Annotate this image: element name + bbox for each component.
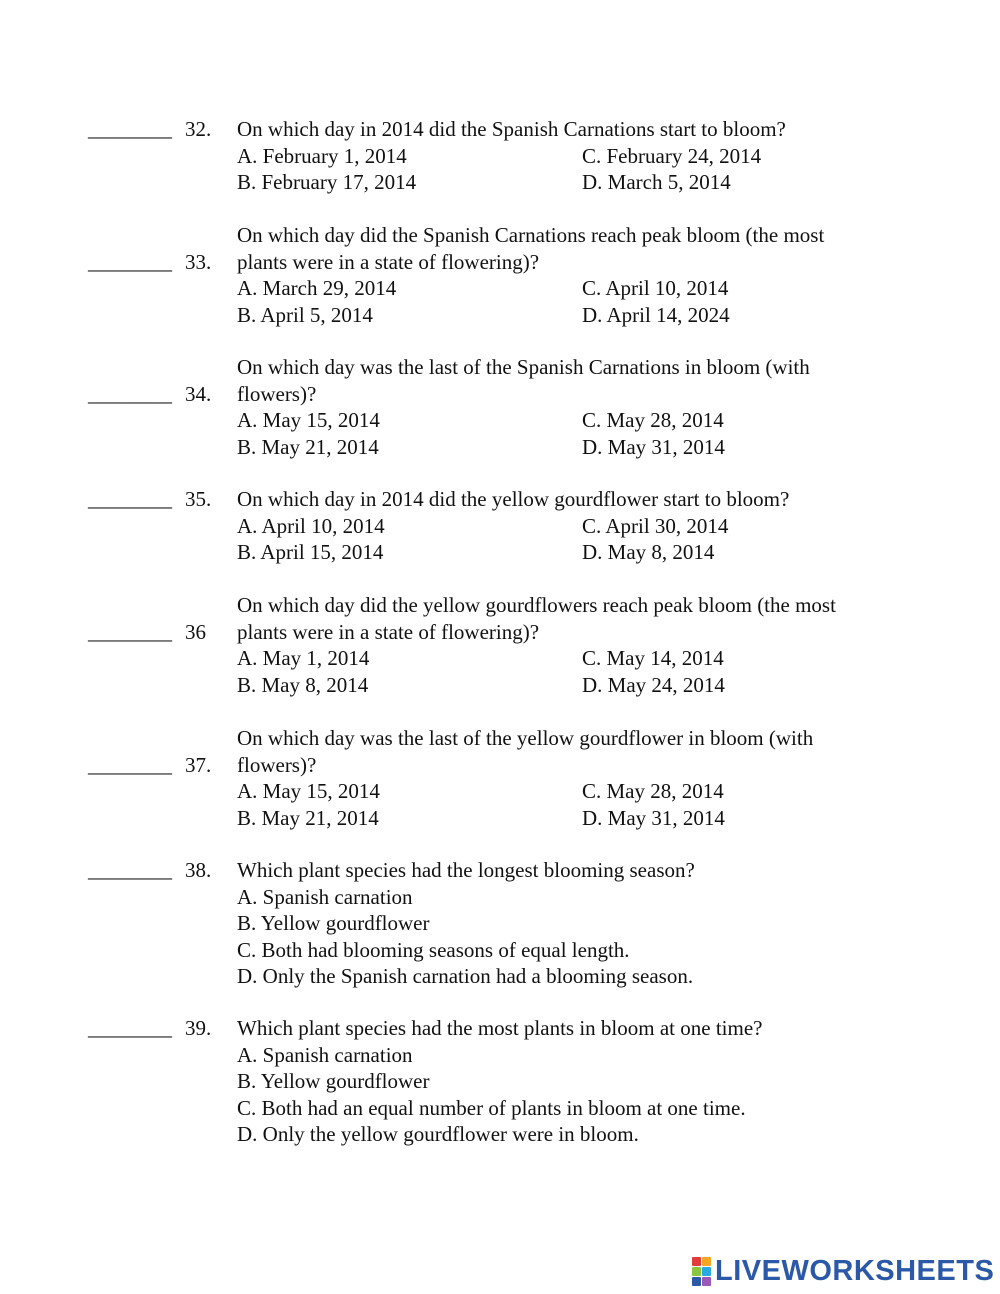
option-c: C. February 24, 2014 bbox=[582, 144, 762, 168]
option-c: C. Both had blooming seasons of equal length. bbox=[237, 938, 630, 962]
logo-mark-icon bbox=[692, 1257, 711, 1286]
option-b: B. May 8, 2014 bbox=[237, 673, 369, 697]
question-stem: Which plant species had the most plants in bloom at one time? bbox=[237, 1016, 763, 1040]
question-stem-line-1: On which day was the last of the yellow gourdflower in bloom (with bbox=[237, 726, 814, 750]
question-stem-line-2: plants were in a state of flowering)? bbox=[237, 250, 540, 274]
option-b: B. Yellow gourdflower bbox=[237, 1069, 430, 1093]
liveworksheets-logo bbox=[692, 1256, 994, 1286]
answer-blank[interactable]: ________ bbox=[88, 858, 172, 882]
question-stem-line-1: On which day was the last of the Spanish Carnations in bloom (with bbox=[237, 355, 810, 379]
option-c: C. May 28, 2014 bbox=[582, 779, 724, 803]
option-c: C. April 10, 2014 bbox=[582, 276, 729, 300]
option-b: B. May 21, 2014 bbox=[237, 435, 379, 459]
option-a: A. Spanish carnation bbox=[237, 885, 413, 909]
question-number: 35. bbox=[185, 487, 212, 511]
option-d: D. May 31, 2014 bbox=[582, 806, 725, 830]
option-c: C. Both had an equal number of plants in bloom at one time. bbox=[237, 1096, 746, 1120]
answer-blank[interactable]: ________ bbox=[88, 382, 172, 406]
question-stem-line-1: On which day did the Spanish Carnations reach peak bloom (the most bbox=[237, 223, 825, 247]
answer-blank[interactable]: ________ bbox=[88, 487, 172, 511]
answer-blank[interactable]: ________ bbox=[88, 620, 172, 644]
option-d: D. March 5, 2014 bbox=[582, 170, 731, 194]
option-b: B. May 21, 2014 bbox=[237, 806, 379, 830]
option-d: D. April 14, 2024 bbox=[582, 303, 730, 327]
option-a: A. March 29, 2014 bbox=[237, 276, 397, 300]
option-b: B. Yellow gourdflower bbox=[237, 911, 430, 935]
option-d: D. Only the yellow gourdflower were in bloom. bbox=[237, 1122, 639, 1146]
answer-blank[interactable]: ________ bbox=[88, 250, 172, 274]
question-stem-line-2: plants were in a state of flowering)? bbox=[237, 620, 540, 644]
question-number: 32. bbox=[185, 117, 212, 141]
option-d: D. Only the Spanish carnation had a blooming season. bbox=[237, 964, 694, 988]
option-d: D. May 31, 2014 bbox=[582, 435, 725, 459]
option-b: B. February 17, 2014 bbox=[237, 170, 417, 194]
option-c: C. April 30, 2014 bbox=[582, 514, 729, 538]
option-a: A. May 15, 2014 bbox=[237, 408, 380, 432]
option-a: A. April 10, 2014 bbox=[237, 514, 385, 538]
answer-blank[interactable]: ________ bbox=[88, 753, 172, 777]
question-stem-line-2: flowers)? bbox=[237, 382, 317, 406]
option-c: C. May 14, 2014 bbox=[582, 646, 724, 670]
answer-blank[interactable]: ________ bbox=[88, 1016, 172, 1040]
option-a: A. May 1, 2014 bbox=[237, 646, 370, 670]
answer-blank[interactable]: ________ bbox=[88, 117, 172, 141]
question-number: 33. bbox=[185, 250, 212, 274]
option-d: D. May 8, 2014 bbox=[582, 540, 715, 564]
question-stem-line-1: On which day did the yellow gourdflowers reach peak bloom (the most bbox=[237, 593, 836, 617]
question-number: 34. bbox=[185, 382, 212, 406]
option-a: A. Spanish carnation bbox=[237, 1043, 413, 1067]
option-b: B. April 5, 2014 bbox=[237, 303, 373, 327]
option-b: B. April 15, 2014 bbox=[237, 540, 384, 564]
question-stem: On which day in 2014 did the yellow gourdflower start to bloom? bbox=[237, 487, 790, 511]
question-stem: Which plant species had the longest blooming season? bbox=[237, 858, 695, 882]
question-number: 36 bbox=[185, 620, 206, 644]
option-d: D. May 24, 2014 bbox=[582, 673, 725, 697]
question-number: 37. bbox=[185, 753, 212, 777]
option-a: A. May 15, 2014 bbox=[237, 779, 380, 803]
option-c: C. May 28, 2014 bbox=[582, 408, 724, 432]
option-a: A. February 1, 2014 bbox=[237, 144, 407, 168]
question-stem: On which day in 2014 did the Spanish Carnations start to bloom? bbox=[237, 117, 786, 141]
logo-text: LIVEWORKSHEETS bbox=[715, 1254, 995, 1287]
question-stem-line-2: flowers)? bbox=[237, 753, 317, 777]
question-number: 38. bbox=[185, 858, 212, 882]
question-number: 39. bbox=[185, 1016, 212, 1040]
